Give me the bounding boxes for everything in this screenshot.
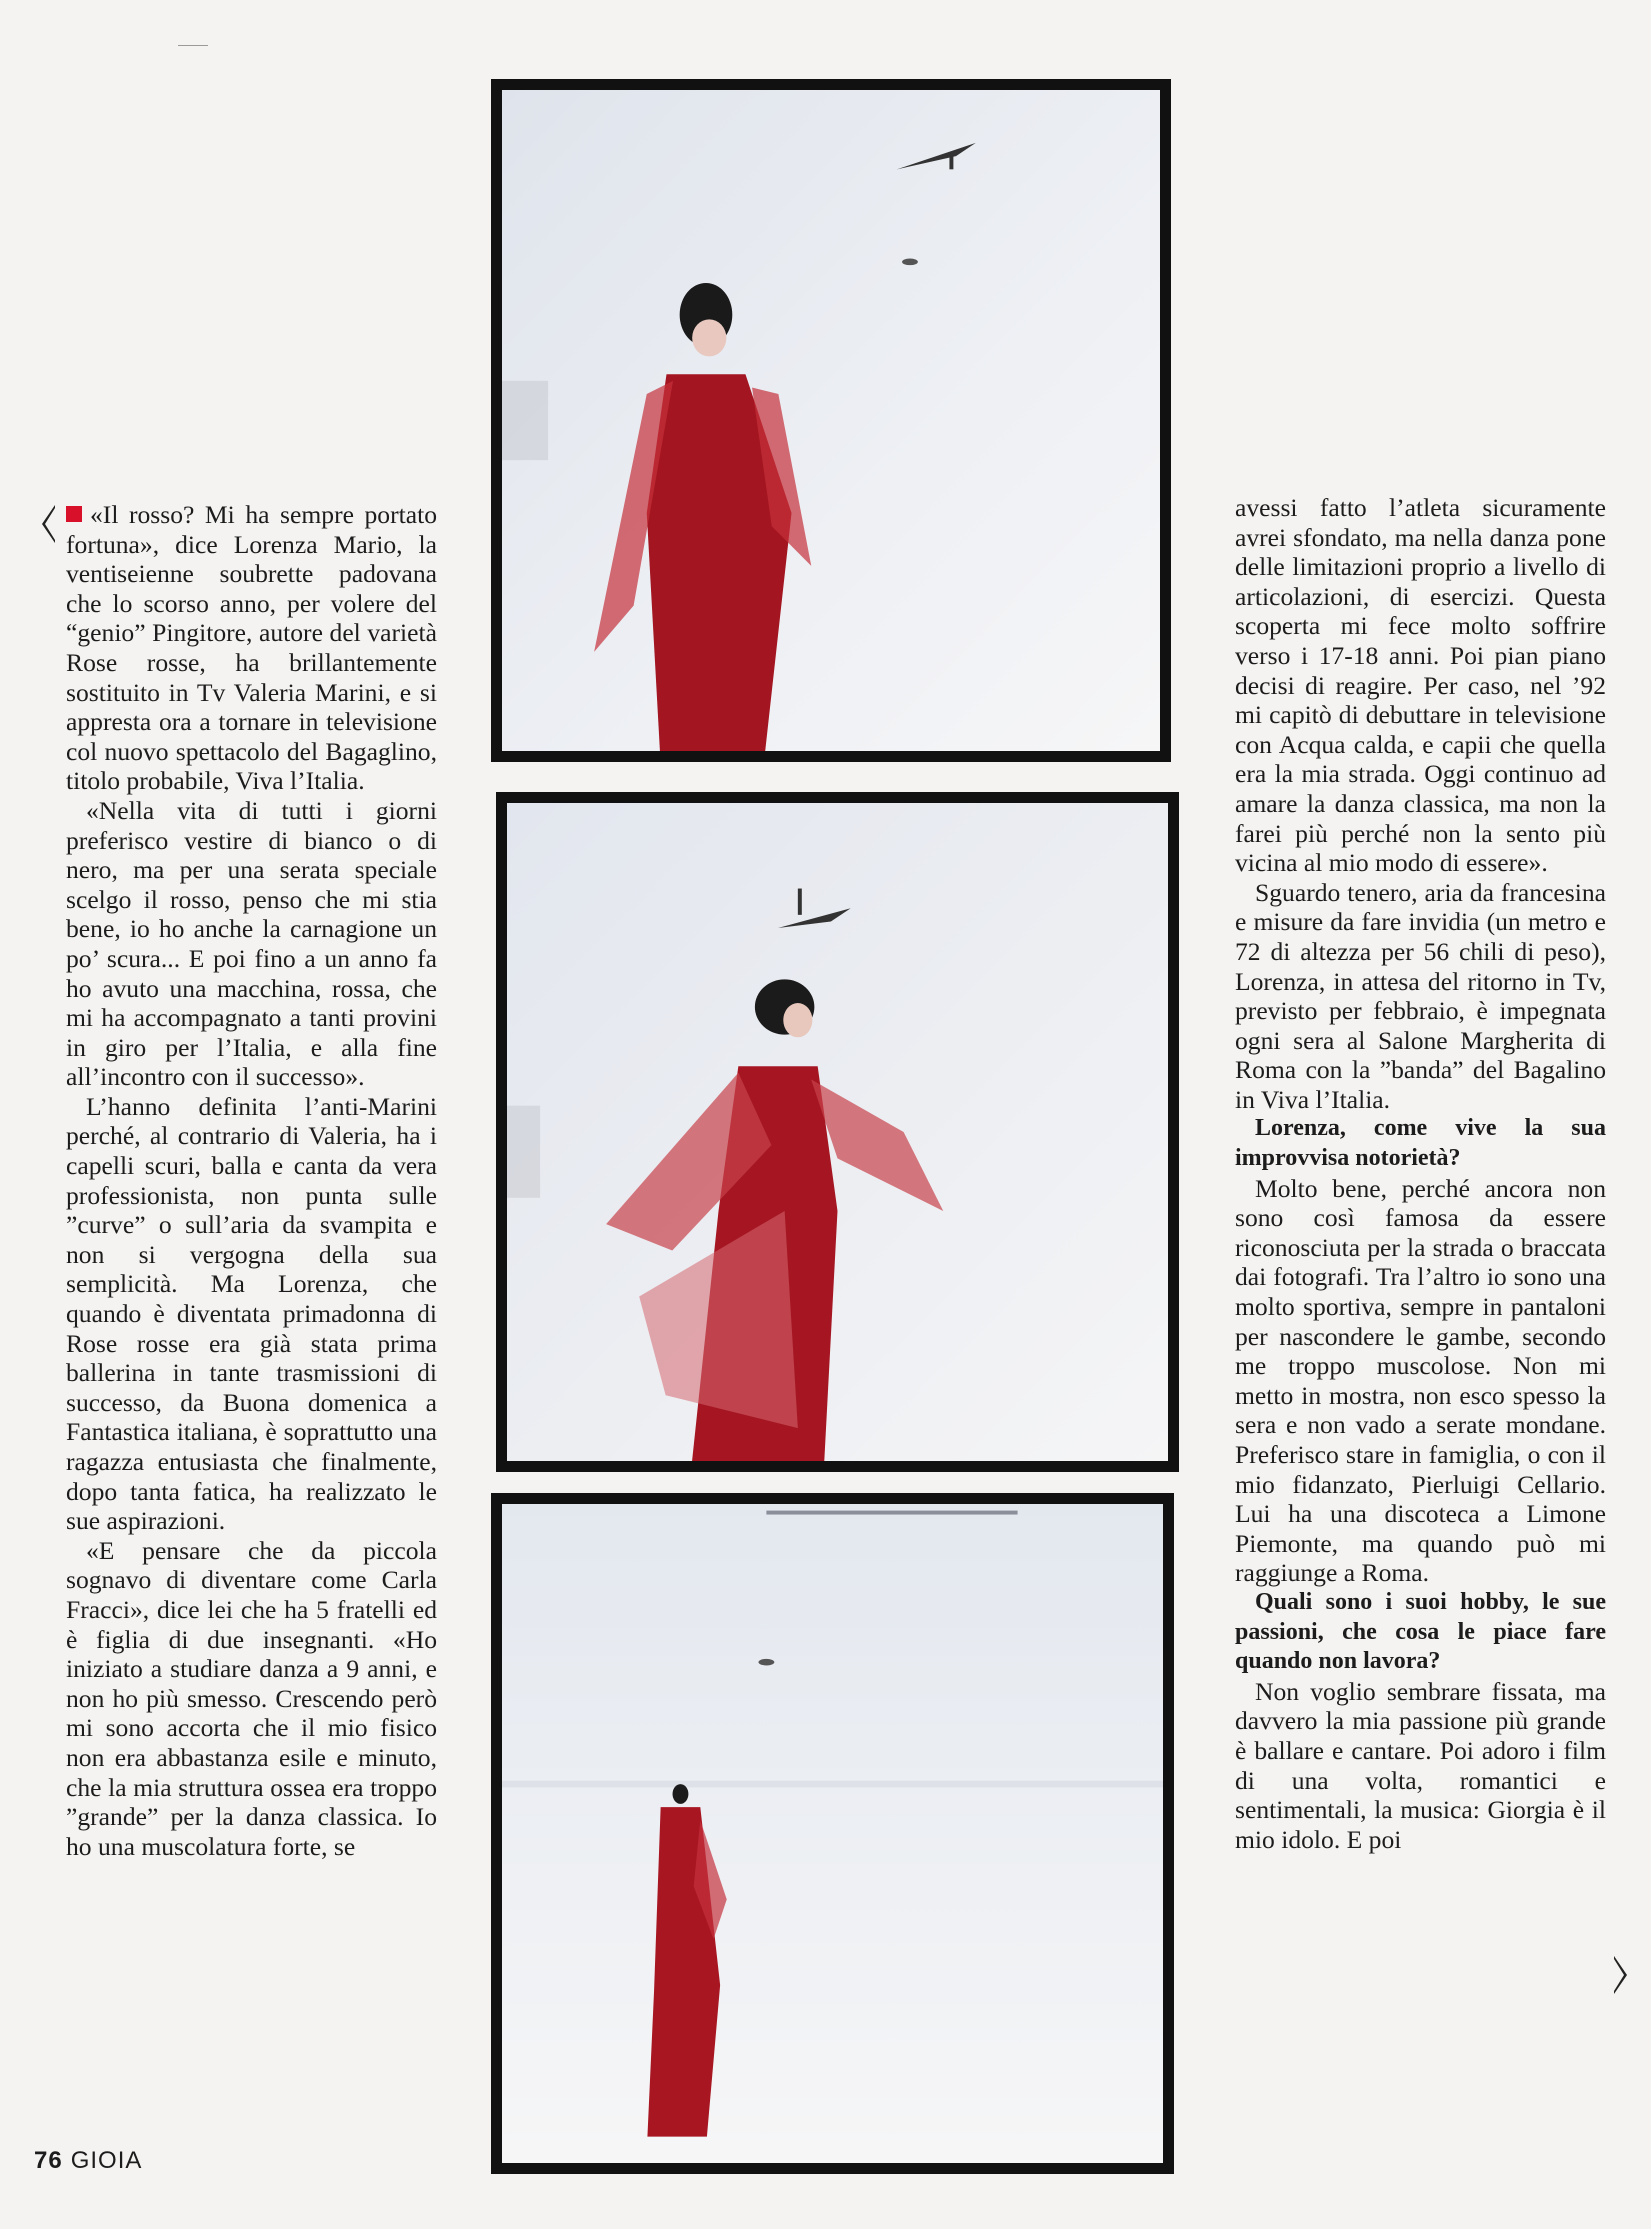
paragraph: avessi fatto l’atleta sicuramente avrei sfondato, ma nella danza pone delle limitazioni proprio a livello di articolazioni, di esercizi. Questa scoperta mi fece molto soffrire verso i 17-18 anni. Poi pian piano decisi di reagire. Per caso, nel ’92 mi capitò di debuttare in televisione con Acqua calda, e capii che quella era la mia strada. Oggi continuo ad amare la danza classica, ma non la farei più perché non la sento più vicina al mio modo di essere». [1235,493,1606,878]
continue-to-icon [1614,1956,1627,1994]
photo-1-image [502,90,1160,751]
paragraph [66,500,437,796]
paragraph: «E pensare che da piccola sognavo di diventare come Carla Fracci», dice lei che ha 5 fratelli ed è figlia di due insegnanti. «Ho iniziato a studiare danza a 9 anni, e non ho più smesso. Crescendo però mi sono accorta che il mio fisico non era abbastanza esile e minuto, che la mia struttura ossea era troppo ”grande” per la danza classica. Io ho una muscolatura forte, se [66,1535,437,1861]
right-text-column [1235,493,1606,1854]
paragraph-text: «Il rosso? Mi ha sempre portato fortuna», dice Lorenza Mario, la ventiseienne soubrette padovana che lo scorso anno, per volere del “genio” Pingitore, autore del varietà Rose rosse, ha brillantemente sostituito in Tv Valeria Marini, e si appresta ora a tornare in televisione col nuovo spettacolo del Bagaglino, titolo probabile, Viva l’Italia. [66,500,437,796]
page-number: 76 [34,2147,63,2174]
left-text-column [66,500,437,1861]
photo-dancer-back [496,792,1179,1472]
paragraph: Sguardo tenero, aria da francesina e misure da fare invidia (un metro e 72 di altezza per 56 chili di peso), Lorenza, in attesa del ritorno in Tv, previsto per febbraio, è impegnata ogni sera al Salone Margherita di Roma con la ”banda” del Bagalino in Viva l’Italia. [1235,877,1606,1114]
top-rule [178,45,208,46]
continue-from-icon [42,505,55,543]
paragraph: «Nella vita di tutti i giorni preferisco vestire di bianco o di nero, ma per una serata speciale scelgo il rosso, penso che mi stia bene, io ho anche la carnagione un po’ scura... E poi fino a un anno fa ho avuto una macchina, rossa, che mi ha accompagnato a tanti provini in giro per l’Italia, e alla fine all’incontro con il successo». [66,795,437,1092]
interview-question: Lorenza, come vive la sua improvvisa notorietà? [1235,1115,1606,1172]
photo-dancer-distance [491,1493,1174,2174]
magazine-name: GIOIA [70,2147,143,2174]
page-footer [34,2147,142,2175]
photo-3-image [502,1504,1163,2163]
photo-2-image [507,803,1168,1461]
photo-dancer-front [491,79,1171,762]
red-square-icon [66,506,82,522]
interview-question: Quali sono i suoi hobby, le sue passioni, che cosa le piace fare quando non lavora? [1235,1588,1606,1675]
paragraph: L’hanno definita l’anti-Marini perché, al contrario di Valeria, ha i capelli scuri, balla e canta da vera professionista, non punta sulle ”curve” o sull’aria da svampita e non si vergogna della sua semplicità. Ma Lorenza, che quando è diventata primadonna di Rose rosse era già stata prima ballerina in tante trasmissioni di successo, da Buona domenica a Fantastica italiana, è soprattutto una ragazza entusiasta che finalmente, dopo tanta fatica, ha realizzato le sue aspirazioni. [66,1091,437,1536]
interview-answer: Molto bene, perché ancora non sono così famosa da essere riconosciuta per la strada o braccata dai fotografi. Tra l’altro io sono una molto sportiva, sempre in pantaloni per nascondere le gambe, secondo me troppo muscolose. Non mi metto in mostra, non esco spesso la sera e non vado a serate mondane. Preferisco stare in famiglia, o con il mio fidanzato, Pierluigi Cellario. Lui ha una discoteca a Limone Piemonte, ma quando può mi raggiunge a Roma. [1235,1173,1606,1588]
interview-answer: Non voglio sembrare fissata, ma davvero la mia passione più grande è ballare e cantare. Poi adoro i film di una volta, romantici e sentimentali, la musica: Giorgia è il mio idolo. E poi [1235,1676,1606,1854]
